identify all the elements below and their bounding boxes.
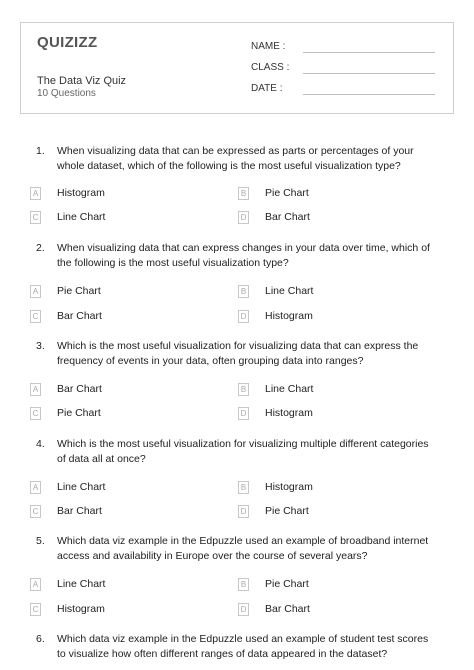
- option-letter: D: [238, 505, 249, 518]
- option-text: Bar Chart: [57, 383, 102, 395]
- option-letter: A: [30, 285, 41, 298]
- option-letter: D: [238, 310, 249, 323]
- question-text: When visualizing data that can be expressed as parts or percentages of your whole dataset, which of the following is the most useful visualization type?: [57, 145, 414, 172]
- option-letter: C: [30, 211, 41, 224]
- option-letter: A: [30, 383, 41, 396]
- question-text: Which is the most useful visualization for visualizing multiple different categories of data all at once?: [57, 438, 429, 465]
- question-number: 5.: [36, 535, 45, 547]
- option-letter: D: [238, 211, 249, 224]
- option-letter: C: [30, 407, 41, 420]
- option-text: Histogram: [265, 407, 313, 419]
- question-text: When visualizing data that can express changes in your data over time, which of the following is the most useful visualization type?: [57, 242, 430, 269]
- date-label: DATE :: [251, 83, 283, 94]
- date-line: [303, 94, 435, 95]
- question-number: 6.: [36, 633, 45, 645]
- option-text: Line Chart: [265, 383, 314, 395]
- option-letter: B: [238, 578, 249, 591]
- option-text: Bar Chart: [265, 603, 310, 615]
- question-number: 1.: [36, 145, 45, 157]
- option-text: Histogram: [57, 187, 105, 199]
- option-text: Line Chart: [265, 285, 314, 297]
- option-letter: B: [238, 187, 249, 200]
- quizizz-logo: QUIZIZZ: [37, 34, 98, 51]
- name-line: [303, 52, 435, 53]
- option-text: Pie Chart: [57, 407, 101, 419]
- option-text: Histogram: [265, 310, 313, 322]
- option-letter: A: [30, 481, 41, 494]
- question-text: Which data viz example in the Edpuzzle used an example of broadband internet access and availability in Europe over the course of several years?: [57, 535, 429, 562]
- option-letter: B: [238, 383, 249, 396]
- option-text: Histogram: [57, 603, 105, 615]
- option-text: Pie Chart: [265, 505, 309, 517]
- option-text: Pie Chart: [57, 285, 101, 297]
- option-text: Pie Chart: [265, 187, 309, 199]
- option-text: Bar Chart: [57, 505, 102, 517]
- question-number: 2.: [36, 242, 45, 254]
- option-letter: A: [30, 578, 41, 591]
- option-text: Bar Chart: [265, 211, 310, 223]
- option-letter: D: [238, 407, 249, 420]
- class-label: CLASS :: [251, 62, 290, 73]
- option-text: Bar Chart: [57, 310, 102, 322]
- quiz-title: The Data Viz Quiz: [37, 75, 127, 87]
- option-letter: B: [238, 285, 249, 298]
- option-text: Line Chart: [57, 578, 106, 590]
- option-letter: B: [238, 481, 249, 494]
- option-letter: C: [30, 505, 41, 518]
- option-letter: D: [238, 603, 249, 616]
- question-text: Which data viz example in the Edpuzzle used an example of student test scores to visualize how often different ranges of data appeared in the dataset?: [57, 633, 429, 660]
- option-letter: C: [30, 310, 41, 323]
- question-number: 3.: [36, 340, 45, 352]
- name-label: NAME :: [251, 41, 286, 52]
- question-number: 4.: [36, 438, 45, 450]
- option-text: Line Chart: [57, 211, 106, 223]
- option-letter: C: [30, 603, 41, 616]
- question-text: Which is the most useful visualization for visualizing data that can express the frequency of events in your data, often grouping data into ranges?: [57, 340, 419, 367]
- quiz-question-count: 10 Questions: [37, 88, 96, 99]
- option-letter: A: [30, 187, 41, 200]
- worksheet-header: [20, 22, 454, 114]
- option-text: Line Chart: [57, 481, 106, 493]
- class-line: [303, 73, 435, 74]
- option-text: Histogram: [265, 481, 313, 493]
- option-text: Pie Chart: [265, 578, 309, 590]
